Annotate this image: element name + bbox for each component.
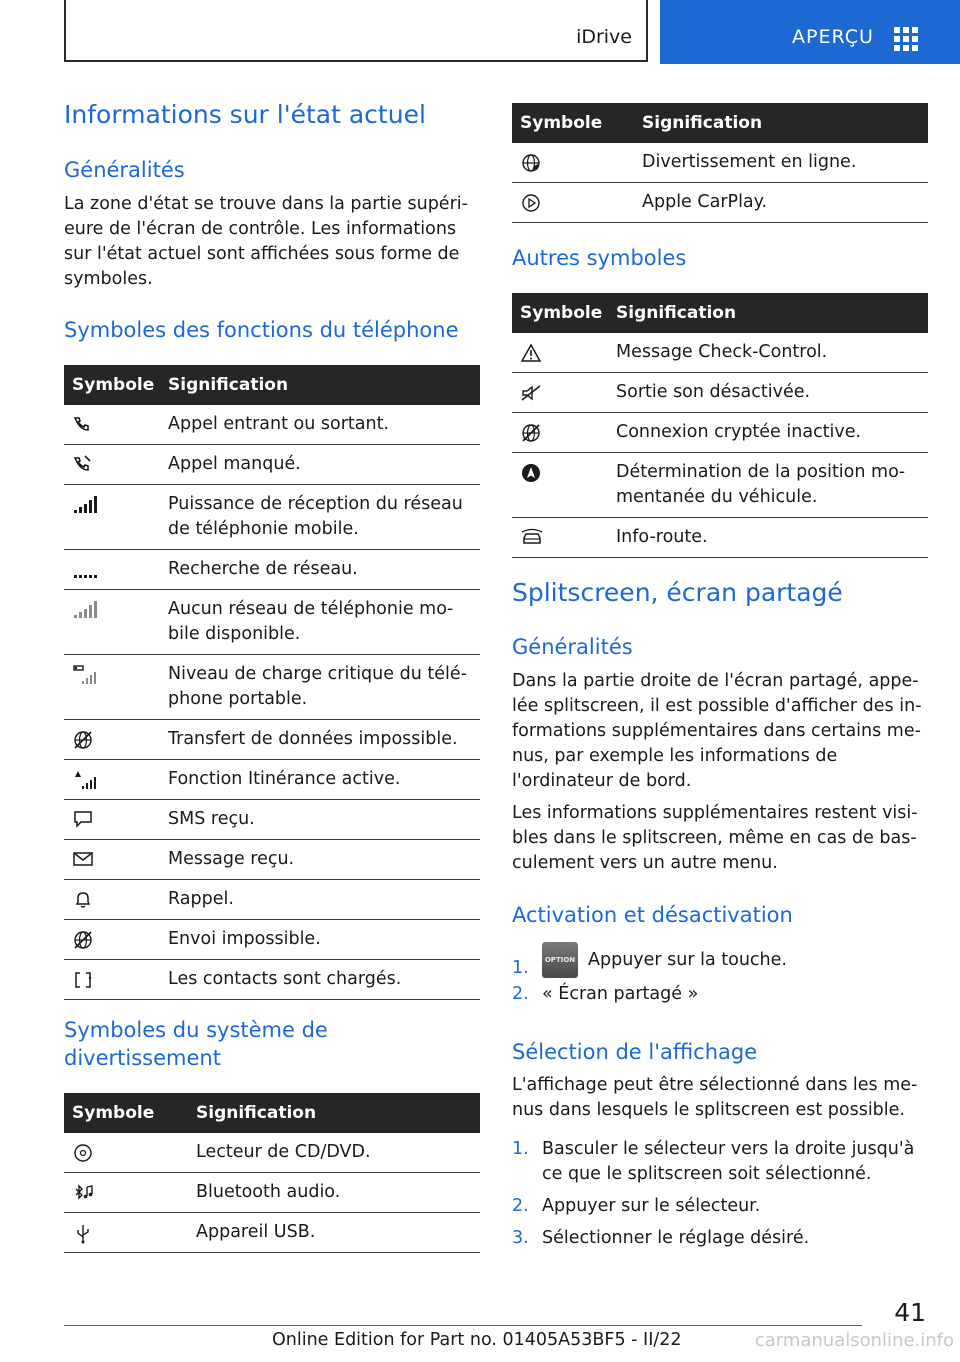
network-search-icon [72, 560, 100, 578]
sms-icon [72, 810, 94, 828]
table-row: Aucun réseau de téléphonie mobile disponible. [64, 590, 480, 655]
table-row: Fonction Itinérance active. [64, 760, 480, 800]
bluetooth-audio-icon [72, 1183, 96, 1203]
option-button[interactable]: OPTION [542, 942, 578, 978]
table-row: Envoi impossible. [64, 920, 480, 960]
header-left [64, 0, 648, 62]
footer-divider [64, 1325, 862, 1326]
split-general-text-1: Dans la partie droite de l'écran partagé, appelée splitscreen, il est possible d'afficher des informations supplémentaires dans certains menus, par exemple les informations de l'ordinateur de bord. [512, 671, 922, 791]
col-symbol: Symbole [512, 293, 608, 333]
header-chapter-title: APERÇU [792, 26, 874, 48]
page-number: 41 [894, 1298, 926, 1327]
activation-steps [512, 942, 928, 1014]
col-meaning: Signification [188, 1093, 480, 1133]
list-item: 2. « Écran partagé » [512, 984, 699, 1004]
table-row: Appareil USB. [64, 1213, 480, 1253]
speaker-muted-icon [520, 383, 544, 403]
online-entertainment-icon [520, 153, 542, 173]
battery-critical-icon [72, 665, 100, 685]
envelope-icon [72, 850, 94, 868]
col-meaning: Signification [608, 293, 928, 333]
watermark: carmanualsonline.info [754, 1330, 954, 1351]
split-general-heading: Généralités [512, 635, 633, 659]
col-symbol: Symbole [512, 103, 634, 143]
page-title: Informations sur l'état actuel [64, 100, 426, 129]
table-row: SMS reçu. [64, 800, 480, 840]
splitscreen-title: Splitscreen, écran partagé [512, 578, 843, 607]
cd-icon [72, 1143, 94, 1163]
selection-steps [512, 1137, 928, 1258]
table-row: Détermination de la position momentanée du véhicule. [512, 453, 928, 518]
position-icon [520, 463, 542, 483]
table-row: Message reçu. [64, 840, 480, 880]
entertainment-symbols-table [64, 1093, 480, 1253]
col-meaning: Signification [160, 365, 480, 405]
table-row: Niveau de charge critique du téléphone portable. [64, 655, 480, 720]
other-symbols-table [512, 293, 928, 558]
entertainment-symbols-table-continued [512, 103, 928, 223]
bell-icon [72, 890, 94, 910]
carplay-icon [520, 193, 542, 213]
other-symbols-heading: Autres symboles [512, 246, 687, 270]
list-item: 3. Sélectionner le réglage désiré. [512, 1228, 810, 1248]
data-transfer-impossible-icon [72, 730, 94, 750]
table-row: Apple CarPlay. [512, 183, 928, 223]
activation-heading: Activation et désactivation [512, 903, 793, 927]
no-network-icon [72, 600, 100, 618]
table-row: Bluetooth audio. [64, 1173, 480, 1213]
contacts-icon [72, 970, 94, 990]
col-symbol: Symbole [64, 365, 160, 405]
general-heading: Généralités [64, 158, 185, 182]
list-item: 1. OPTION Appuyer sur la touche. [512, 942, 928, 978]
phone-call-icon [72, 415, 92, 433]
send-impossible-icon [72, 930, 94, 950]
list-item: 1. Basculer le sélecteur vers la droite jusqu'à ce que le splitscreen soit sélectionné. [512, 1139, 915, 1184]
grid-icon [894, 27, 918, 51]
table-row: Rappel. [64, 880, 480, 920]
header-section-title: iDrive [576, 26, 632, 48]
table-row: Info-route. [512, 518, 928, 558]
table-row: Recherche de réseau. [64, 550, 480, 590]
table-row: Message Check-Control. [512, 333, 928, 373]
col-symbol: Symbole [64, 1093, 188, 1133]
table-row: Les contacts sont chargés. [64, 960, 480, 1000]
table-row: Lecteur de CD/DVD. [64, 1133, 480, 1173]
phone-symbols-table [64, 365, 480, 1000]
list-item: 2. Appuyer sur le sélecteur. [512, 1196, 761, 1216]
entertainment-heading: Symboles du système de divertissement [64, 1018, 328, 1070]
encryption-inactive-icon [520, 423, 542, 443]
missed-call-icon [72, 455, 92, 473]
split-general-text-2: Les informations supplémentaires restent visibles dans le splitscreen, même en cas de basculement vers un autre menu. [512, 803, 918, 873]
usb-icon [72, 1223, 94, 1245]
signal-strength-icon [72, 495, 100, 513]
warning-triangle-icon [520, 343, 542, 363]
table-row: Appel entrant ou sortant. [64, 405, 480, 445]
table-row: Connexion cryptée inactive. [512, 413, 928, 453]
selection-heading: Sélection de l'affichage [512, 1040, 758, 1064]
phone-heading: Symboles des fonctions du téléphone [64, 318, 459, 342]
roaming-icon [72, 770, 100, 790]
table-row: Transfert de données impossible. [64, 720, 480, 760]
traffic-info-icon [520, 528, 546, 548]
table-row: Puissance de réception du réseau de téléphonie mobile. [64, 485, 480, 550]
general-text: La zone d'état se trouve dans la partie supérieure de l'écran de contrôle. Les informations sur l'état actuel sont affichées sous forme de symboles. [64, 194, 468, 289]
footer-edition: Online Edition for Part no. 01405A53BF5 - II/22 [272, 1330, 682, 1350]
header-right [660, 0, 960, 64]
table-row: Divertissement en ligne. [512, 143, 928, 183]
table-row: Appel manqué. [64, 445, 480, 485]
table-row: Sortie son désactivée. [512, 373, 928, 413]
selection-text: L'affichage peut être sélectionné dans les menus dans lesquels le splitscreen est possible. [512, 1075, 918, 1120]
col-meaning: Signification [634, 103, 928, 143]
